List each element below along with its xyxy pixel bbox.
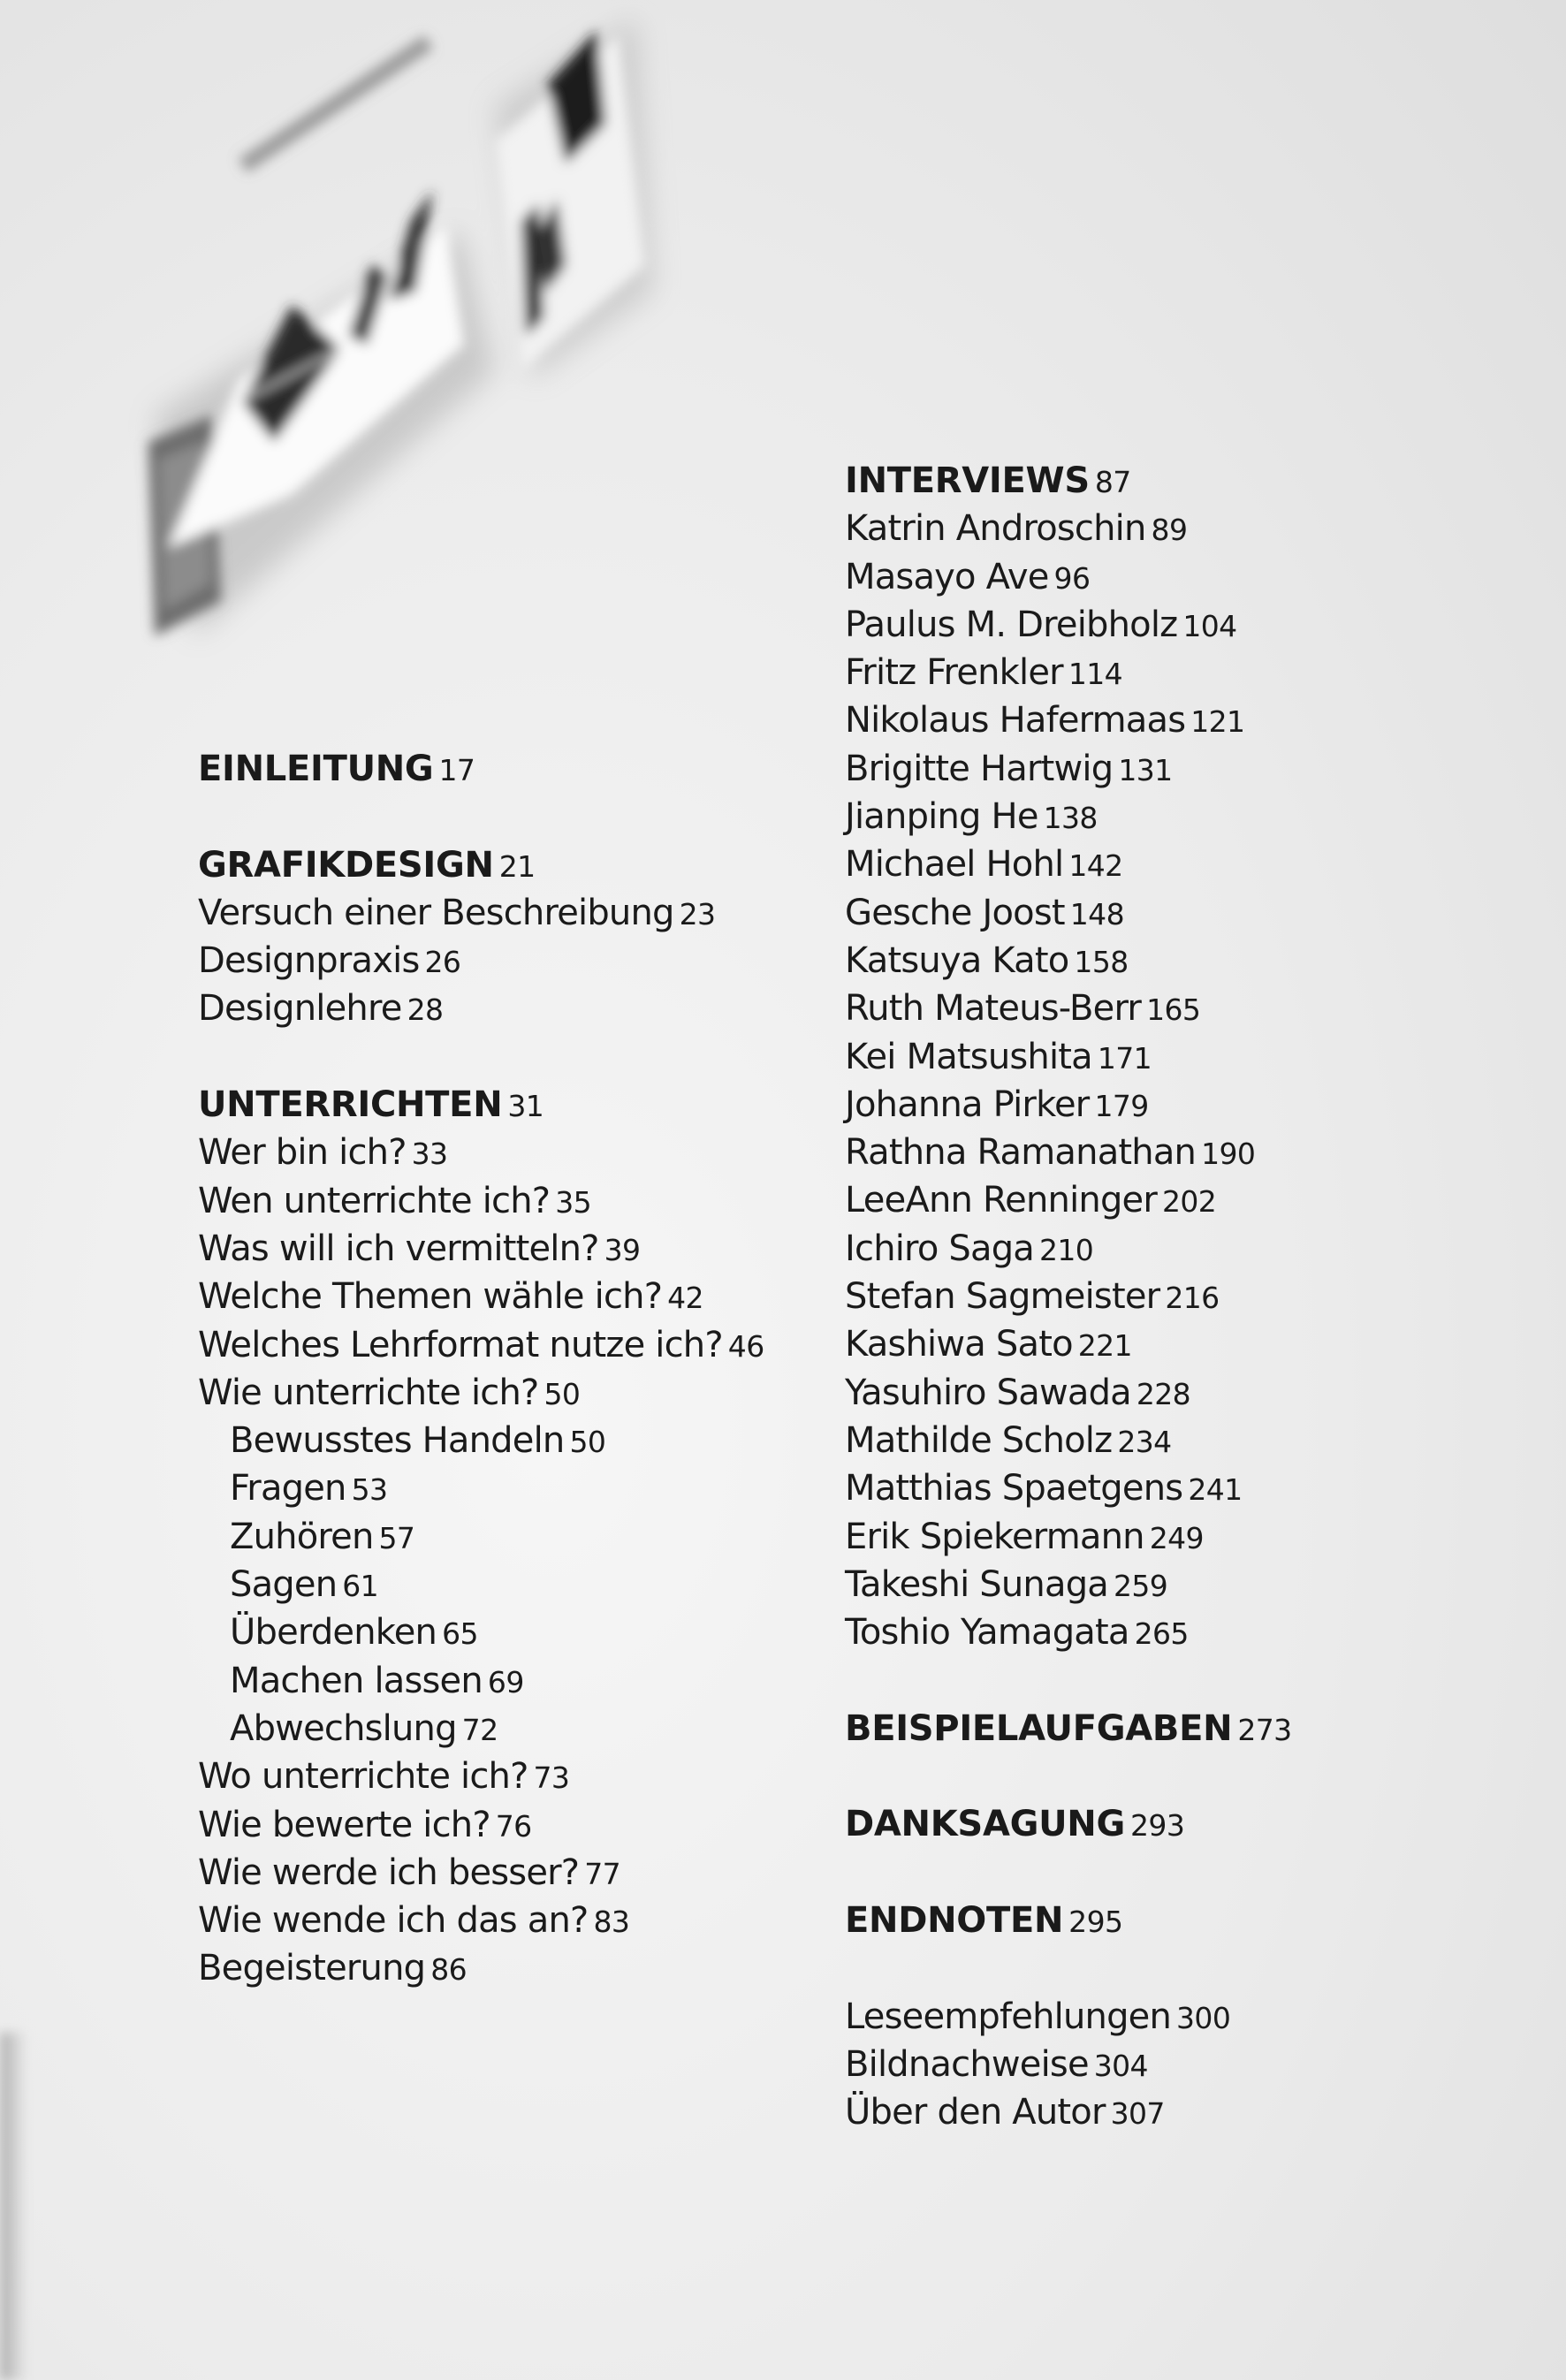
toc-entry-welche-themen-waehle-ich (198, 1273, 764, 1320)
toc-section-beispielaufgaben (845, 1705, 1292, 1753)
toc-section-grafikdesign (198, 841, 764, 889)
toc-page-number: 35 (555, 1184, 592, 1220)
toc-entry-sagen (198, 1561, 764, 1608)
toc-page-number: 138 (1043, 801, 1098, 836)
toc-entry-wie-werde-ich-besser (198, 1849, 764, 1897)
toc-page-number: 241 (1188, 1472, 1243, 1508)
toc-entry-ueber-den-autor (845, 2088, 1292, 2136)
toc-title: EINLEITUNG (198, 749, 434, 789)
toc-page-number: 293 (1130, 1808, 1185, 1844)
toc-spacer (198, 1033, 764, 1081)
toc-page-number: 131 (1118, 752, 1173, 787)
toc-entry-wer-bin-ich (198, 1129, 764, 1176)
toc-title: Katsuya Kato (845, 939, 1069, 981)
toc-title: Über den Autor (845, 2092, 1106, 2133)
toc-title: Johanna Pirker (845, 1084, 1090, 1125)
toc-page-number: 265 (1134, 1616, 1189, 1652)
toc-entry-welches-lehrformat-nutze-ich (198, 1321, 764, 1369)
toc-page-number: 61 (342, 1569, 379, 1604)
page-edge-shadow (0, 2033, 27, 2380)
toc-title: Ichiro Saga (845, 1228, 1035, 1269)
toc-page-number: 210 (1039, 1232, 1094, 1267)
toc-page-number: 89 (1151, 513, 1188, 548)
toc-page-number: 53 (351, 1472, 388, 1508)
toc-page-number: 228 (1136, 1376, 1191, 1411)
toc-title: Toshio Yamagata (845, 1612, 1129, 1654)
toc-title: Begeisterung (198, 1948, 426, 1989)
toc-entry-kei-matsushita (845, 1033, 1292, 1081)
toc-title: UNTERRICHTEN (198, 1084, 503, 1126)
toc-title: Stefan Sagmeister (845, 1276, 1160, 1318)
toc-page-number: 202 (1162, 1184, 1217, 1220)
toc-title: Bewusstes Handeln (230, 1420, 565, 1462)
toc-title: BEISPIELAUFGABEN (845, 1707, 1233, 1749)
toc-entry-jianping-he (845, 793, 1292, 840)
toc-page-number: 158 (1074, 944, 1129, 979)
toc-page-number: 39 (604, 1232, 641, 1267)
toc-entry-machen-lassen (198, 1657, 764, 1705)
toc-title: Leseempfehlungen (845, 1996, 1172, 2037)
toc-title: ENDNOTEN (845, 1899, 1064, 1941)
toc-entry-wie-wende-ich-das-an (198, 1897, 764, 1944)
toc-entry-designlehre (198, 985, 764, 1032)
toc-page-number: 221 (1077, 1328, 1132, 1364)
toc-page-number: 148 (1069, 896, 1124, 931)
pinned-card-dark (148, 415, 221, 636)
toc-right-column (845, 457, 1292, 2136)
toc-title: Versuch einer Beschreibung (198, 892, 674, 933)
toc-page-number: 50 (544, 1376, 581, 1411)
toc-entry-zuhoeren (198, 1513, 764, 1561)
toc-page-number: 23 (679, 896, 716, 931)
toc-entry-kashiwa-sato (845, 1320, 1292, 1368)
toc-title: Welches Lehrformat nutze ich? (198, 1324, 723, 1365)
toc-title: DANKSAGUNG (845, 1804, 1126, 1845)
toc-entry-leeann-renninger (845, 1176, 1292, 1224)
toc-title: Takeshi Sunaga (845, 1563, 1108, 1605)
toc-title: Überdenken (230, 1612, 437, 1654)
toc-page-number: 121 (1190, 704, 1245, 740)
toc-entry-versuch-einer-beschreibung (198, 889, 764, 937)
toc-page-number: 216 (1165, 1281, 1220, 1316)
toc-title: Wer bin ich? (198, 1132, 407, 1174)
toc-title: Zuhören (230, 1516, 374, 1557)
toc-page-number: 76 (495, 1808, 532, 1844)
toc-title: Wie werde ich besser? (198, 1852, 580, 1893)
toc-entry-wie-bewerte-ich (198, 1801, 764, 1849)
toc-title: Wie unterrichte ich? (198, 1372, 539, 1413)
toc-entry-fragen (198, 1464, 764, 1512)
toc-page-number: 26 (424, 945, 461, 980)
toc-title: Rathna Ramanathan (845, 1132, 1197, 1174)
toc-title: Welche Themen wähle ich? (198, 1276, 663, 1318)
toc-title: Katrin Androschin (845, 508, 1146, 550)
toc-page-number: 83 (593, 1905, 630, 1940)
toc-entry-nikolaus-hafermaas (845, 696, 1292, 744)
toc-title: LeeAnn Renninger (845, 1180, 1158, 1221)
toc-entry-wo-unterrichte-ich (198, 1753, 764, 1800)
toc-entry-ruth-mateus-berr (845, 985, 1292, 1032)
toc-left-column (198, 745, 764, 1993)
toc-page-number: 273 (1237, 1712, 1292, 1747)
toc-entry-abwechslung (198, 1705, 764, 1753)
toc-title: Michael Hohl (845, 844, 1064, 886)
toc-section-danksagung (845, 1800, 1292, 1848)
toc-page-number: 104 (1182, 608, 1237, 643)
toc-entry-designpraxis (198, 937, 764, 985)
toc-title: Abwechslung (230, 1707, 457, 1749)
toc-title: Matthias Spaetgens (845, 1468, 1183, 1509)
toc-title: Wie wende ich das an? (198, 1900, 589, 1942)
toc-entry-masayo-ave (845, 553, 1292, 601)
toc-title: Fritz Frenkler (845, 652, 1063, 694)
background-photo (0, 0, 1566, 795)
toc-page-number: 73 (533, 1760, 570, 1796)
toc-title: Brigitte Hartwig (845, 748, 1114, 789)
toc-title: Nikolaus Hafermaas (845, 700, 1186, 741)
toc-page-number: 50 (569, 1425, 606, 1460)
toc-page-number: 114 (1068, 657, 1122, 692)
toc-spacer (845, 1944, 1292, 1992)
toc-page-number: 21 (498, 848, 536, 884)
toc-page-number: 33 (411, 1137, 448, 1172)
toc-section-interviews (845, 457, 1292, 505)
toc-entry-ichiro-saga (845, 1225, 1292, 1273)
toc-page-number: 46 (727, 1328, 764, 1364)
toc-page-number: 295 (1068, 1904, 1123, 1939)
toc-entry-wen-unterrichte-ich (198, 1177, 764, 1225)
toc-section-unterrichten (198, 1081, 764, 1129)
toc-title: Yasuhiro Sawada (845, 1372, 1131, 1413)
toc-entry-michael-hohl (845, 840, 1292, 888)
toc-page-number: 96 (1053, 560, 1091, 596)
toc-page-number: 179 (1094, 1088, 1149, 1123)
toc-page-number: 190 (1201, 1137, 1256, 1172)
toc-page-number: 259 (1114, 1568, 1168, 1603)
toc-title: Wen unterrichte ich? (198, 1180, 551, 1221)
toc-entry-johanna-pirker (845, 1081, 1292, 1129)
toc-entry-matthias-spaetgens (845, 1464, 1292, 1512)
toc-title: INTERVIEWS (845, 460, 1090, 501)
toc-page-number: 69 (487, 1664, 524, 1699)
toc-spacer (198, 793, 764, 840)
toc-page-number: 300 (1176, 2000, 1231, 2035)
toc-entry-was-will-ich-vermitteln (198, 1225, 764, 1273)
toc-page-number: 304 (1093, 2048, 1148, 2083)
toc-entry-erik-spiekermann (845, 1513, 1292, 1561)
toc-entry-yasuhiro-sawada (845, 1369, 1292, 1417)
toc-entry-toshio-yamagata (845, 1608, 1292, 1656)
toc-title: Designlehre (198, 988, 402, 1030)
toc-title: Jianping He (845, 796, 1038, 838)
toc-spacer (845, 1656, 1292, 1704)
toc-title: GRAFIKDESIGN (198, 844, 494, 886)
toc-page-number: 87 (1094, 465, 1131, 499)
toc-page-number: 17 (438, 753, 475, 787)
toc-entry-rathna-ramanathan (845, 1129, 1292, 1176)
toc-entry-brigitte-hartwig (845, 745, 1292, 793)
toc-entry-leseempfehlungen (845, 1993, 1292, 2041)
toc-page-number: 86 (430, 1952, 468, 1988)
toc-page-number: 234 (1117, 1424, 1172, 1459)
toc-page-number: 249 (1149, 1520, 1204, 1555)
toc-title: Kashiwa Sato (845, 1324, 1073, 1365)
toc-title: Machen lassen (230, 1660, 483, 1701)
toc-entry-wie-unterrichte-ich (198, 1369, 764, 1417)
toc-title: Erik Spiekermann (845, 1516, 1144, 1557)
toc-title: Paulus M. Dreibholz (845, 604, 1178, 645)
pinned-sheet-arrow (168, 225, 464, 548)
toc-title: Was will ich vermitteln? (198, 1228, 599, 1269)
toc-title: Kei Matsushita (845, 1036, 1092, 1077)
toc-spacer (845, 1849, 1292, 1897)
toc-section-endnoten (845, 1897, 1292, 1944)
toc-page-number: 171 (1097, 1040, 1152, 1076)
toc-page-number: 28 (407, 992, 444, 1028)
toc-page-number: 142 (1068, 848, 1123, 884)
toc-entry-takeshi-sunaga (845, 1561, 1292, 1608)
toc-page-number: 307 (1110, 2096, 1165, 2132)
toc-page-number: 31 (507, 1089, 544, 1124)
toc-entry-stefan-sagmeister (845, 1273, 1292, 1320)
toc-entry-mathilde-scholz (845, 1417, 1292, 1464)
toc-page-number: 72 (461, 1712, 498, 1747)
toc-title: Gesche Joost (845, 892, 1065, 933)
toc-entry-ueberdenken (198, 1608, 764, 1656)
toc-section-einleitung (198, 745, 764, 793)
toc-title: Bildnachweise (845, 2043, 1089, 2085)
toc-page-number: 165 (1146, 992, 1201, 1028)
toc-entry-katsuya-kato (845, 937, 1292, 985)
toc-title: Wo unterrichte ich? (198, 1756, 528, 1798)
toc-entry-bewusstes-handeln (198, 1417, 764, 1464)
toc-title: Designpraxis (198, 940, 420, 982)
toc-title: Fragen (230, 1468, 346, 1509)
toc-title: Ruth Mateus-Berr (845, 988, 1142, 1030)
toc-entry-begeisterung (198, 1944, 764, 1992)
toc-title: Wie bewerte ich? (198, 1804, 490, 1845)
toc-page-number: 77 (584, 1856, 621, 1891)
toc-entry-bildnachweise (845, 2041, 1292, 2088)
toc-title: Sagen (230, 1564, 338, 1606)
toc-page-number: 65 (442, 1616, 478, 1652)
toc-page-number: 42 (667, 1281, 703, 1316)
toc-entry-paulus-m-dreibholz (845, 601, 1292, 649)
pinned-sheet-upper (495, 35, 645, 371)
toc-title: Mathilde Scholz (845, 1419, 1113, 1461)
toc-entry-gesche-joost (845, 889, 1292, 937)
toc-page-number: 57 (378, 1520, 415, 1555)
toc-spacer (845, 1753, 1292, 1800)
toc-entry-fritz-frenkler (845, 649, 1292, 696)
toc-entry-katrin-androschin (845, 505, 1292, 552)
toc-title: Masayo Ave (845, 556, 1049, 597)
